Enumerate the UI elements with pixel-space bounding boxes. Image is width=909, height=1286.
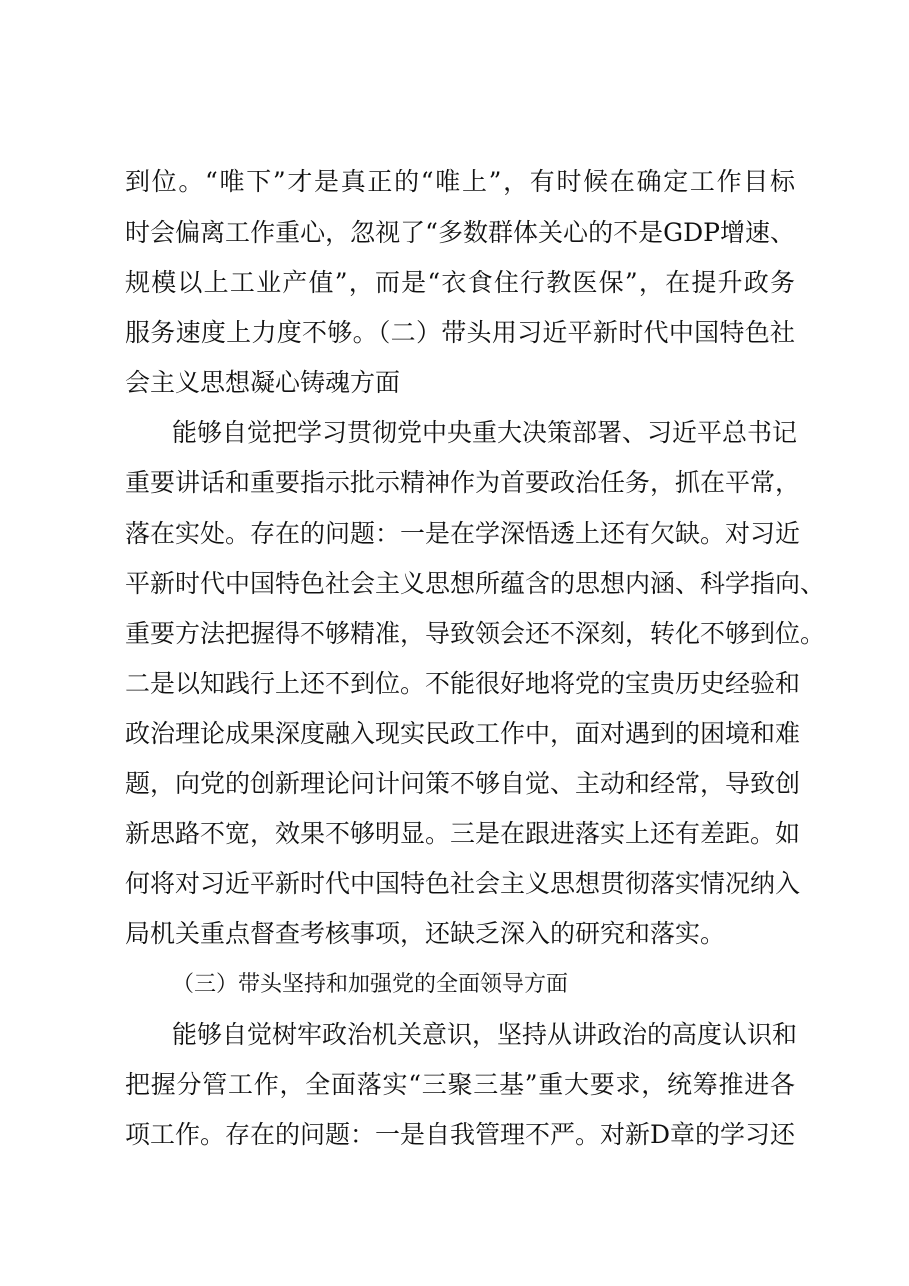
paragraph-first-line: 能够自觉把学习贯彻党中央重大决策部署、习近平总书记 [172,418,798,447]
text-line: 落在实处。存在的问题：一是在学深悟透上还有欠缺。对习近 [125,519,801,548]
text-line: 政治理论成果深度融入现实民政工作中，面对遇到的困境和难 [125,719,801,748]
text-line: 题，向党的创新理论问计问策不够自觉、主动和经常，导致创 [125,769,801,798]
text-line: 二是以知践行上还不到位。不能很好地将党的宝贵历史经验和 [125,669,801,698]
text-line: 平新时代中国特色社会主义思想所蕴含的思想内涵、科学指向、 [125,569,826,598]
text-line: 规模以上工业产值”，而是“衣食住行教医保”，在提升政务 [125,268,795,297]
text-line: 会主义思想凝心铸魂方面 [125,368,401,397]
text-line: 服务速度上力度不够。（二）带头用习近平新时代中国特色社 [125,318,795,347]
text-line: 何将对习近平新时代中国特色社会主义思想贯彻落实情况纳入 [125,869,801,898]
text-line: 新思路不宽，效果不够明显。三是在跟进落实上还有差距。如 [125,819,801,848]
text-line: 重要讲话和重要指示批示精神作为首要政治任务，抓在平常， [125,468,801,497]
paragraph-first-line: 能够自觉树牢政治机关意识，坚持从讲政治的高度认识和 [172,1020,798,1049]
text-line: 重要方法把握得不够精准，导致领会还不深刻，转化不够到位。 [125,619,826,648]
text-line: 项工作。存在的问题：一是自我管理不严。对新D章的学习还 [125,1120,796,1149]
text-line: 时会偏离工作重心，忽视了“多数群体关心的不是GDP增速、 [125,218,795,247]
text-line: 把握分管工作，全面落实“三聚三基”重大要求，统筹推进各 [125,1070,795,1099]
text-line: 局机关重点督查考核事项，还缺乏深入的研究和落实。 [125,919,726,948]
section-heading: （三）带头坚持和加强党的全面领导方面 [172,972,569,997]
text-line: 到位。“唯下”才是真正的“唯上”，有时候在确定工作目标 [125,167,795,196]
